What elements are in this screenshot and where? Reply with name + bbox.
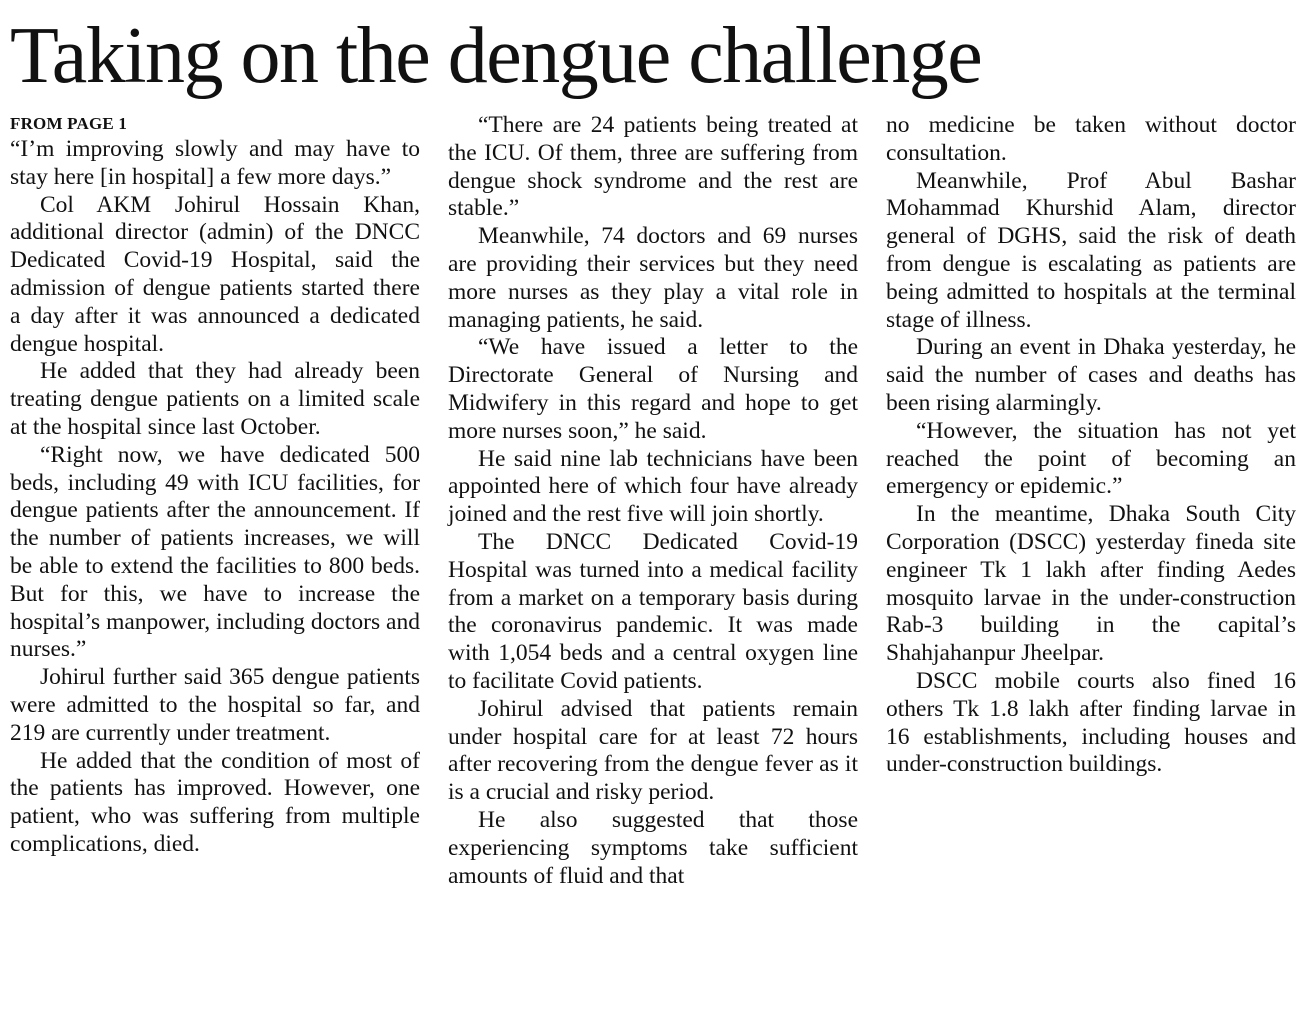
paragraph: In the meantime, Dhaka South City Corporation (DSCC) yesterday fineda site engineer Tk 1 lakh after finding Aedes mosquito larvae in the under-construction Rab-3 building in the capital’s Shahjahanpur Jheelpar. — [886, 501, 1296, 667]
paragraph: Col AKM Johirul Hossain Khan, additional director (admin) of the DNCC Dedicated Covid-19 Hospital, said the admission of dengue patients started there a day after it was announced a dedicated dengue hospital. — [10, 191, 420, 357]
continued-from-kicker: FROM PAGE 1 — [10, 114, 128, 133]
paragraph: “We have issued a letter to the Directorate General of Nursing and Midwifery in this regard and hope to get more nurses soon,” he said. — [448, 334, 858, 444]
article-headline: Taking on the dengue challenge — [10, 12, 982, 100]
paragraph: During an event in Dhaka yesterday, he said the number of cases and deaths has been rising alarmingly. — [886, 334, 1296, 416]
paragraph: Meanwhile, Prof Abul Bashar Mohammad Khurshid Alam, director general of DGHS, said the risk of death from dengue is escalating as patients are being admitted to hospitals at the terminal stage of illness. — [886, 167, 1296, 333]
paragraph: Meanwhile, 74 doctors and 69 nurses are providing their services but they need more nurses as they play a vital role in managing patients, he said. — [448, 223, 858, 333]
paragraph: Johirul further said 365 dengue patients were admitted to the hospital so far, and 219 are currently under treatment. — [10, 664, 420, 746]
paragraph: Johirul advised that patients remain under hospital care for at least 72 hours after recovering from the dengue fever as it is a crucial and risky period. — [448, 695, 858, 806]
paragraph: The DNCC Dedicated Covid-19 Hospital was turned into a medical facility from a market on a temporary basis during the coronavirus pandemic. It was made with 1,054 beds and a central oxygen line to facilitate Covid patients. — [448, 528, 858, 694]
paragraph: He said nine lab technicians have been appointed here of which four have already joined and the rest five will join shortly. — [448, 445, 858, 528]
paragraph: He added that they had already been treating dengue patients on a limited scale at the hospital since last October. — [10, 358, 420, 440]
paragraph: “There are 24 patients being treated at the ICU. Of them, three are suffering from dengue shock syndrome and the rest are stable.” — [448, 112, 858, 222]
column-2 — [448, 112, 858, 890]
paragraph: He also suggested that those experiencing symptoms take sufficient amounts of fluid and that — [448, 806, 858, 889]
column-1 — [10, 112, 420, 859]
paragraph: “Right now, we have dedicated 500 beds, including 49 with ICU facilities, for dengue patients after the announcement. If the number of patients increases, we will be able to extend the facilities to 800 beds. But for this, we have to increase the hospital’s manpower, including doctors and nurses.” — [10, 441, 420, 663]
paragraph: “However, the situation has not yet reached the point of becoming an emergency or epidemic.” — [886, 417, 1296, 500]
paragraph: no medicine be taken without doctor consultation. — [886, 112, 1296, 166]
article-body — [10, 112, 1296, 1012]
paragraph: DSCC mobile courts also fined 16 others Tk 1.8 lakh after finding larvae in 16 establishments, including houses and under-construction buildings. — [886, 667, 1296, 778]
paragraph: He added that the condition of most of the patients has improved. However, one patient, who was suffering from multiple complications, died. — [10, 747, 420, 857]
column-3 — [886, 112, 1296, 779]
paragraph: “I’m improving slowly and may have to stay here [in hospital] a few more days.” — [10, 136, 420, 190]
